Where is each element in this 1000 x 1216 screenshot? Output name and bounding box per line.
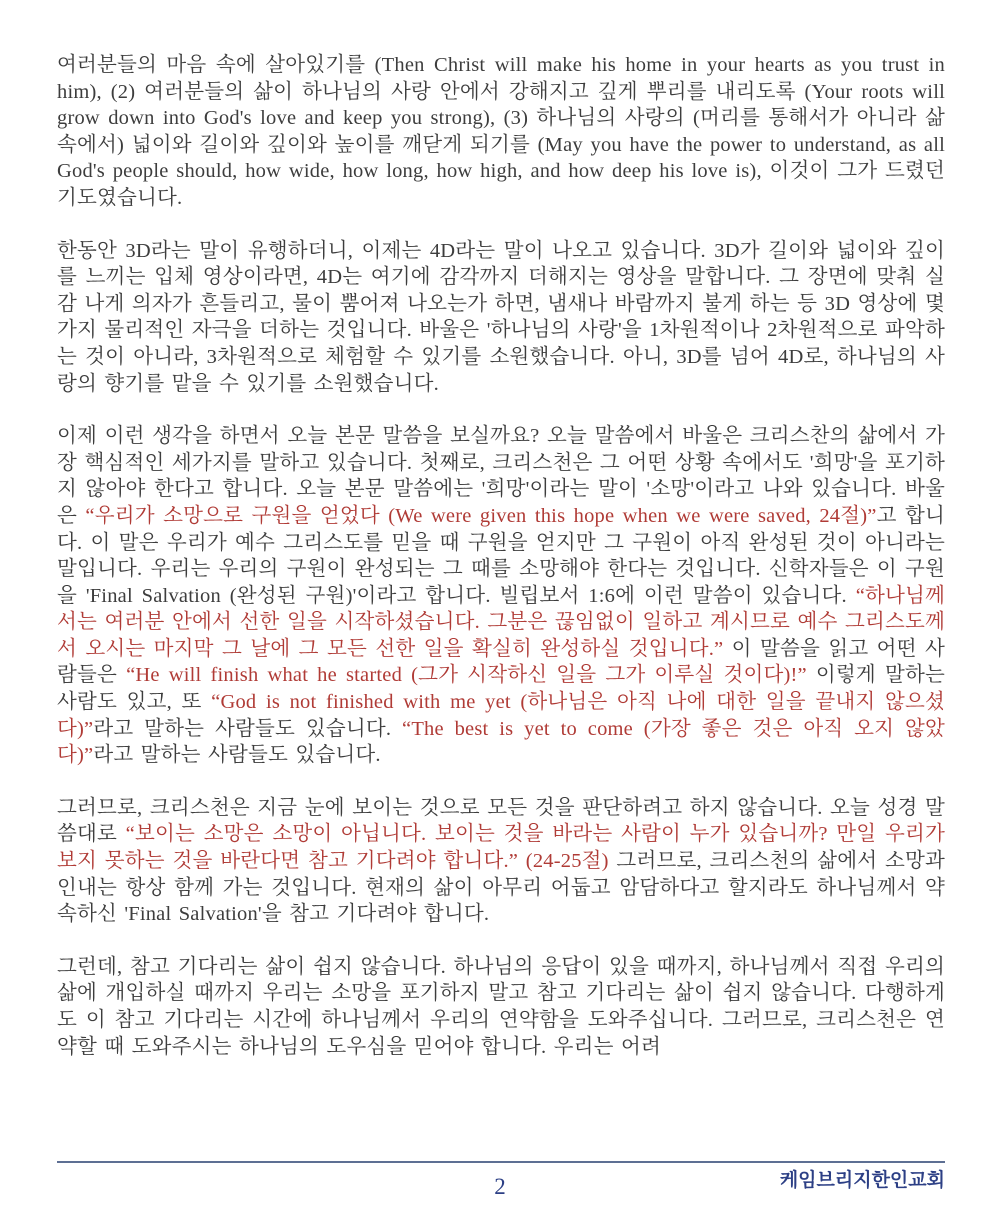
- body-text-segment: 이렇게 말하는 사람도 있고, 또: [57, 664, 945, 714]
- quoted-scripture-text: “우리가 소망으로 구원을 얻었다 (We were given this hope when we were saved, 24절)”: [85, 504, 877, 527]
- body-text-segment: 한동안 3D라는 말이 유행하더니, 이제는 4D라는 말이 나오고 있습니다. 3D가 길이와 넓이와 깊이를 느끼는 입체 영상이라면, 4D는 여기에 감각까지 더해지는 영상을 말합니다. 그 장면에 맞춰 실감 나게 의자가 흔들리고, 물이 뿜어져 나오는가 하면, 냄새나 바람까지 불게 하는 등 3D 영상에 몇 가지 물리적인 자극을 더하는 것입니다. 바울은 '하나님의 사랑'을 1차원적이나 2차원적으로 파악하는 것이 아니라, 3차원적으로 체험할 수 있기를 소원했습니다. 아니, 3D를 넘어 4D로, 하나님의 사랑의 향기를 맡을 수 있기를 소원했습니다.: [57, 239, 945, 395]
- footer-divider: [57, 1161, 945, 1163]
- body-text-segment: 여러분들의 마음 속에 살아있기를 (Then Christ will make his home in your hearts as you trust in him), (2) 여러분들의 삶이 하나님의 사랑 안에서 강해지고 깊게 뿌리를 내리도록 (Your roots will grow down into God's love and keep you strong), (3) 하나님의 사랑의 (머리를 통해서가 아니라 삶 속에서) 넓이와 길이와 깊이와 높이를 깨닫게 되기를 (May you have the power to understand, as all God's people should, how wide, how long, how high, and how deep his love is), 이것이 그가 드렸던 기도였습니다.: [57, 54, 945, 209]
- quoted-scripture-text: “He will finish what he started (그가 시작하신 일을 그가 이루실 것이다)!”: [126, 664, 807, 687]
- paragraph-4: [57, 795, 945, 928]
- quoted-scripture-text: “The best is yet to come (가장 좋은 것은 아직 오지 않았다)”: [57, 717, 945, 767]
- body-text-segment: 이 말씀을 읽고 어떤 사람들은: [57, 637, 945, 687]
- document-page: [57, 52, 945, 1157]
- body-text-segment: 그러므로, 크리스천은 지금 눈에 보이는 것으로 모든 것을 판단하려고 하지 않습니다. 오늘 성경 말씀대로: [57, 796, 945, 846]
- quoted-scripture-text: “하나님께서는 여러분 안에서 선한 일을 시작하셨습니다. 그분은 끊임없이 일하고 계시므로 예수 그리스도께서 오시는 마지막 그 날에 그 모든 선한 일을 확실히 완성하실 것입니다.”: [57, 584, 945, 660]
- body-text-segment: 그러므로, 크리스천의 삶에서 소망과 인내는 항상 함께 가는 것입니다. 현재의 삶이 아무리 어둡고 암담하다고 할지라도 하나님께서 약속하신 'Final Salvation'을 참고 기다려야 합니다.: [57, 850, 945, 926]
- body-text-segment: 이제 이런 생각을 하면서 오늘 본문 말씀을 보실까요? 오늘 말씀에서 바울은 크리스찬의 삶에서 가장 핵심적인 세가지를 말하고 있습니다. 첫째로, 크리스천은 그 어떤 상황 속에서도 '희망'을 포기하지 않아야 한다고 합니다. 오늘 본문 말씀에는 '희망'이라는 말이 '소망'이라고 나와 있습니다. 바울은: [57, 425, 945, 527]
- footer-church-name: 케임브리지한인교회: [779, 1170, 945, 1191]
- body-text-segment: 라고 말하는 사람들도 있습니다.: [93, 744, 381, 767]
- body-text-segment: 고 합니다. 이 말은 우리가 예수 그리스도를 믿을 때 구원을 얻지만 그 구원이 아직 완성된 것이 아니라는 말입니다. 우리는 우리의 구원이 완성되는 그 때를 소망해야 한다는 것입니다. 신학자들은 이 구원을 'Final Salvation (완성된 구원)'이라고 합니다. 빌립보서 1:6에 이런 말씀이 있습니다.: [57, 504, 945, 607]
- paragraph-5: [57, 954, 945, 1060]
- quoted-scripture-text: “보이는 소망은 소망이 아닙니다. 보이는 것을 바라는 사람이 누가 있습니까? 만일 우리가 보지 못하는 것을 바란다면 참고 기다려야 합니다.” (24-25절): [57, 823, 945, 873]
- body-text-segment: 그런데, 참고 기다리는 삶이 쉽지 않습니다. 하나님의 응답이 있을 때까지, 하나님께서 직접 우리의 삶에 개입하실 때까지 우리는 소망을 포기하지 말고 참고 기다리는 삶이 쉽지 않습니다. 다행하게도 이 참고 기다리는 시간에 하나님께서 우리의 연약함을 도와주십니다. 그러므로, 크리스천은 연약할 때 도와주시는 하나님의 도우심을 믿어야 합니다. 우리는 어려: [57, 955, 945, 1058]
- body-text-segment: 라고 말하는 사람들도 있습니다.: [93, 717, 403, 740]
- sermon-body-text: [57, 52, 945, 1060]
- paragraph-2: [57, 238, 945, 398]
- quoted-scripture-text: “God is not finished with me yet (하나님은 아직 나에 대한 일을 끝내지 않으셨다)”: [57, 691, 945, 740]
- footer-page-number: 2: [494, 1174, 506, 1199]
- paragraph-1: [57, 52, 945, 212]
- paragraph-3: [57, 423, 945, 769]
